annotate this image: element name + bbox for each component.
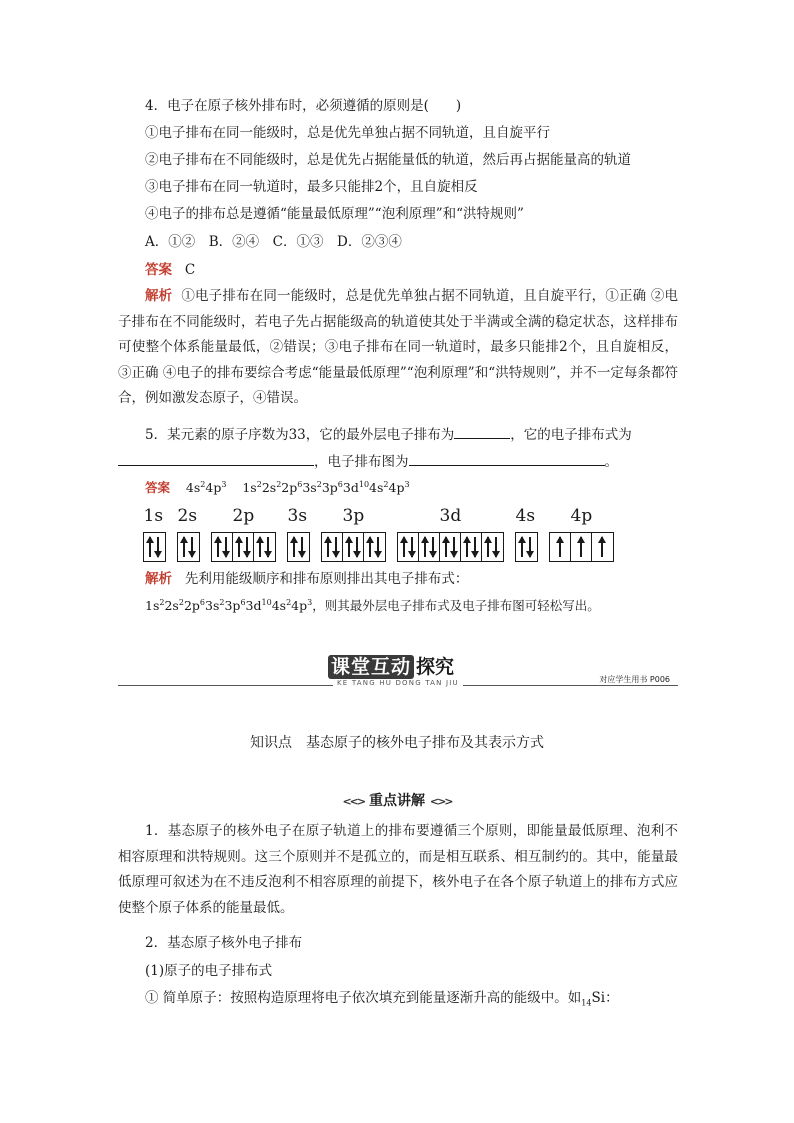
- q5-stem-b: ，它的电子排布式为: [510, 427, 632, 443]
- orbital-box: [571, 533, 592, 561]
- spin-down-arrow-icon: [267, 537, 269, 557]
- config-electron-count: 6: [337, 479, 343, 489]
- orbital-box: [461, 533, 482, 561]
- si-atomic-number: 14: [581, 998, 592, 1008]
- spin-down-arrow-icon: [377, 537, 379, 557]
- chevron-left-icon: <<>: [342, 795, 365, 808]
- q5-answer-config: [242, 480, 409, 495]
- orbital-box: [233, 533, 254, 561]
- orbital-box: [343, 533, 364, 561]
- orbital-group: [143, 532, 166, 562]
- config-electron-count: 2: [286, 597, 292, 607]
- config-orbital: 1s: [145, 598, 160, 613]
- spin-up-arrow-icon: [521, 537, 523, 557]
- config-electron-count: 2: [276, 479, 282, 489]
- q4-option-1: ①电子排布在同一能级时，总是优先单独占据不同轨道，且自旋平行: [145, 125, 550, 141]
- config-electron-count: 10: [261, 597, 272, 607]
- orbital-label: 3d: [439, 506, 462, 526]
- orbital-group: [515, 532, 538, 562]
- q5-blank-outer: [454, 424, 510, 439]
- q5-answer-outer: $4s^24p^3$: [185, 479, 227, 495]
- orbital-box: [398, 533, 419, 561]
- q5-stem-line2: [118, 451, 618, 471]
- q4-answer-value: C: [184, 262, 196, 278]
- config-orbital: 3s: [205, 598, 220, 613]
- spin-down-arrow-icon: [453, 537, 455, 557]
- q5-stem-end: 。: [604, 454, 618, 470]
- q5-analysis-text-1: 先利用能级顺序和排布原则排出其电子排布式：: [184, 571, 469, 587]
- orbital-box: [440, 533, 461, 561]
- banner-title: [328, 652, 454, 679]
- key-points-heading: [0, 790, 794, 810]
- config-orbital: 4s: [271, 598, 287, 613]
- q4-option-2: ②电子排布在不同能级时，总是优先占据能量低的轨道，然后再占据能量高的轨道: [145, 152, 631, 168]
- banner-subtitle: KE TANG HU DONG TAN JIU: [333, 679, 463, 687]
- si-symbol: Si: [591, 990, 606, 1006]
- spin-up-arrow-icon: [559, 537, 561, 557]
- spin-down-arrow-icon: [191, 537, 193, 557]
- spin-up-arrow-icon: [217, 537, 219, 557]
- spin-down-arrow-icon: [246, 537, 248, 557]
- orbital-box: [482, 533, 503, 561]
- orbital-box: [254, 533, 275, 561]
- spin-up-arrow-icon: [293, 537, 295, 557]
- q5-analysis-line2: [145, 597, 600, 615]
- config-electron-count: 6: [199, 597, 205, 607]
- q4-analysis-label: 解析: [145, 288, 173, 304]
- orbital-box: [288, 533, 309, 561]
- q4-answer-label: 答案: [145, 262, 172, 278]
- orbital-box: [516, 533, 537, 561]
- q5-analysis-label: 解析: [145, 571, 172, 587]
- spin-up-arrow-icon: [327, 537, 329, 557]
- spin-up-arrow-icon: [238, 537, 240, 557]
- config-orbital: 3p: [321, 480, 338, 495]
- spin-up-arrow-icon: [403, 537, 405, 557]
- config-orbital: 4s: [369, 480, 384, 495]
- banner-title-plain: 探究: [416, 656, 455, 678]
- q5-answer-label: 答案: [145, 480, 171, 495]
- config-electron-count: 6: [240, 597, 246, 607]
- orbital-label: 3p: [342, 506, 365, 526]
- orbital-box: [550, 533, 571, 561]
- orbital-label: 1s: [143, 506, 164, 526]
- orbital-group: [211, 532, 276, 562]
- config-orbital: 2s: [261, 480, 277, 495]
- orbital-box: [144, 533, 165, 561]
- orbital-label: 2s: [177, 506, 198, 526]
- q5-blank-diagram: [409, 451, 605, 466]
- orbital-box: [178, 533, 199, 561]
- orbital-group: [287, 532, 310, 562]
- spin-down-arrow-icon: [356, 537, 358, 557]
- spin-up-arrow-icon: [149, 537, 151, 557]
- q5-stem-a: 5．某元素的原子序数为33，它的最外层电子排布为: [145, 427, 455, 443]
- spin-up-arrow-icon: [601, 537, 603, 557]
- q5-answer: [145, 479, 410, 497]
- q5-analysis-text-2: ，则其最外层电子排布式及电子排布图可轻松写出。: [312, 598, 600, 613]
- q4-answer: [145, 261, 195, 279]
- spin-up-arrow-icon: [183, 537, 185, 557]
- spin-up-arrow-icon: [259, 537, 261, 557]
- q4-analysis: [118, 284, 678, 412]
- spin-up-arrow-icon: [348, 537, 350, 557]
- q5-stem-c: ，电子排布图为: [314, 454, 409, 470]
- spin-down-arrow-icon: [474, 537, 476, 557]
- orbital-box: [364, 533, 385, 561]
- config-orbital: 2s: [164, 598, 179, 613]
- q5-analysis-config: [145, 598, 312, 613]
- q4-stem: 4．电子在原子核外排布时，必须遵循的原则是( ): [145, 98, 462, 114]
- orbital-label: 4p: [570, 506, 593, 526]
- body-paragraph-1: 1．基态原子的核外电子在原子轨道上的排布要遵循三个原则，即能量最低原理、泡利不相容原理和洪特规则。这三个原则并不是孤立的，而是相互联系、相互制约的。其中，能量最低原理可叙述为在不违反泡利不相容原理的前提下，核外电子在各个原子轨道上的排布方式应使整个原子体系的能量最低。: [118, 823, 678, 916]
- config-orbital: 4p: [291, 598, 308, 613]
- knowledge-point-title: 知识点 基态原子的核外电子排布及其表示方式: [250, 735, 544, 751]
- orbital-group: [177, 532, 200, 562]
- key-points-title: 重点讲解: [369, 793, 425, 809]
- config-orbital: 1s: [242, 480, 257, 495]
- config-electron-count: 2: [159, 597, 165, 607]
- config-electron-count: 3: [404, 479, 410, 489]
- orbital-group: [321, 532, 386, 562]
- spin-down-arrow-icon: [432, 537, 434, 557]
- orbital-group: [549, 532, 614, 562]
- config-electron-count: 2: [316, 479, 322, 489]
- body-paragraph-3: (1)原子的电子排布式: [145, 963, 273, 979]
- config-orbital: 2p: [281, 480, 298, 495]
- orbital-label: 2p: [232, 506, 255, 526]
- spin-down-arrow-icon: [301, 537, 303, 557]
- spin-up-arrow-icon: [445, 537, 447, 557]
- config-orbital: 3d: [245, 598, 262, 613]
- spin-down-arrow-icon: [335, 537, 337, 557]
- orbital-box: [419, 533, 440, 561]
- body-paragraph-2: 2．基态原子核外电子排布: [145, 935, 303, 951]
- spin-up-arrow-icon: [369, 537, 371, 557]
- spin-up-arrow-icon: [424, 537, 426, 557]
- config-electron-count: 6: [297, 479, 303, 489]
- spin-up-arrow-icon: [466, 537, 468, 557]
- q4-choices: A．①② B．②④ C．①③ D．②③④: [145, 234, 402, 250]
- q5-blank-config: [118, 451, 314, 466]
- q5-analysis: [145, 570, 468, 588]
- config-electron-count: 10: [358, 479, 370, 489]
- q4-option-4: ④电子的排布总是遵循“能量最低原理”“泡利原理”和“洪特规则”: [145, 206, 524, 222]
- chevron-right-icon: <>>: [429, 795, 452, 808]
- spin-up-arrow-icon: [580, 537, 582, 557]
- banner-page-ref: 对应学生用书 P006: [599, 675, 670, 684]
- q5-stem-line1: [145, 424, 632, 444]
- config-electron-count: 2: [178, 597, 184, 607]
- config-electron-count: 3: [307, 597, 313, 607]
- orbital-label: 3s: [287, 506, 308, 526]
- spin-down-arrow-icon: [495, 537, 497, 557]
- config-electron-count: 2: [219, 597, 225, 607]
- config-orbital: 3d: [342, 480, 359, 495]
- spin-down-arrow-icon: [411, 537, 413, 557]
- config-electron-count: 2: [383, 479, 389, 489]
- orbital-box: [322, 533, 343, 561]
- orbital-label: 4s: [515, 506, 536, 526]
- config-orbital: 3p: [224, 598, 241, 613]
- orbital-box: [212, 533, 233, 561]
- section-banner: [118, 652, 678, 688]
- spin-down-arrow-icon: [157, 537, 159, 557]
- orbital-diagram: [143, 506, 713, 566]
- spin-down-arrow-icon: [529, 537, 531, 557]
- spin-down-arrow-icon: [225, 537, 227, 557]
- config-orbital: 3s: [302, 480, 317, 495]
- orbital-group: [397, 532, 504, 562]
- config-orbital: 4p: [388, 480, 405, 495]
- spin-up-arrow-icon: [487, 537, 489, 557]
- config-electron-count: 2: [256, 479, 262, 489]
- orbital-box: [592, 533, 613, 561]
- q4-option-3: ③电子排布在同一轨道时，最多只能排2个，且自旋相反: [145, 179, 478, 195]
- q4-analysis-text: ①电子排布在同一能级时，总是优先单独占据不同轨道，且自旋平行，①正确 ②电子排布在不同能级时，若电子先占据能级高的轨道使其处于半满或全满的稳定状态，这样排布可使整个体系能量最低，②错误；③电子排布在同一轨道时，最多只能排2个，且自旋相反，③正确 ④电子的排布要综合考虑“能量最低原理”“泡利原理”和“洪特规则”，并不一定每条都符合，例如激发态原子，④错误。: [118, 288, 679, 406]
- banner-title-boxed: 课堂互动: [328, 655, 414, 679]
- config-orbital: 2p: [183, 598, 200, 613]
- body-paragraph-4: ① 简单原子：按照构造原理将电子依次填充到能量逐渐升高的能级中。如$_{14}$Si：: [145, 990, 619, 1008]
